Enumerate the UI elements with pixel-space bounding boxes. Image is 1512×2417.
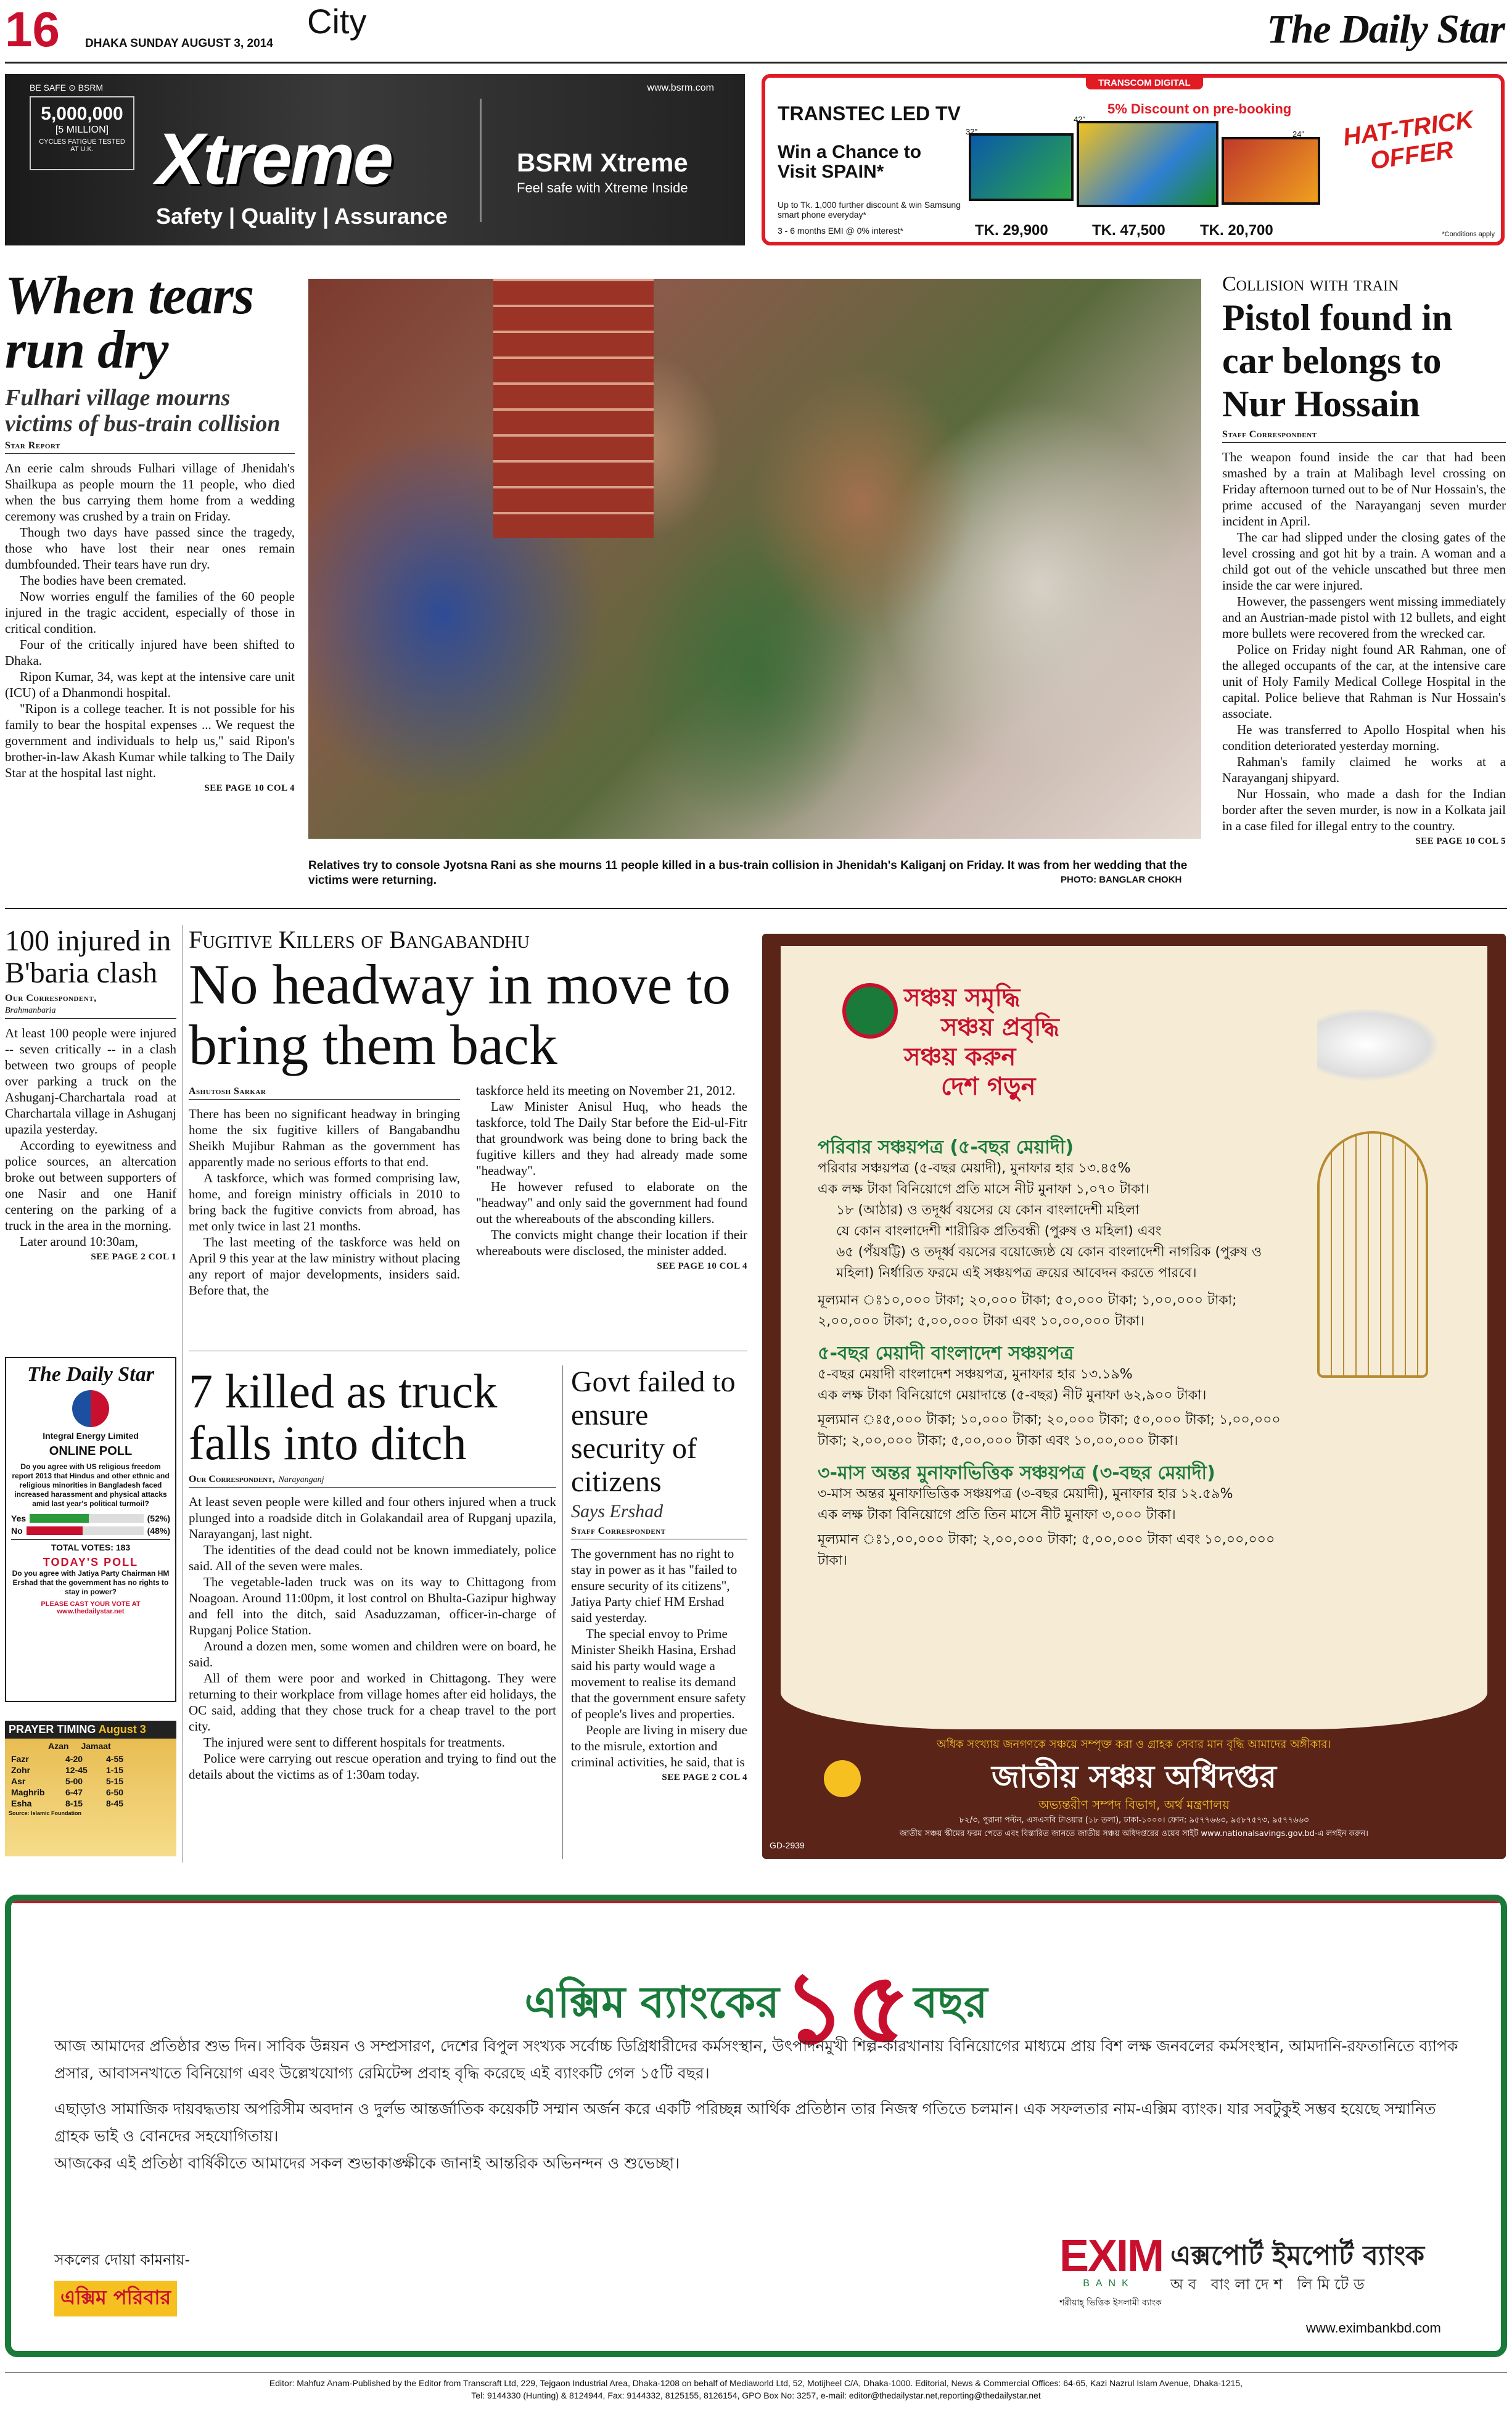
- prayer-jamaat: 8-45: [106, 1798, 124, 1808]
- story1-body: [5, 460, 295, 781]
- poll-masthead: The Daily Star: [27, 1363, 154, 1386]
- scheme-line: এক লক্ষ টাকা বিনিয়োগে প্রতি তিন মাসে নীট মুনাফা ৩,০০০ টাকা।: [818, 1507, 1176, 1523]
- ad-brand-tag: Feel safe with Xtreme Inside: [517, 180, 688, 196]
- ad-xtreme-logo: Xtreme: [156, 118, 392, 200]
- dateline: DHAKA SUNDAY AUGUST 3, 2014: [85, 37, 273, 50]
- section-rule: [5, 908, 1507, 909]
- paragraph: An eerie calm shrouds Fulhari village of Jhenidah's Shailkupa as people mourn the 11 people, who died when the bus carrying them home from a wedding ceremony was crushed by a train on Friday.: [5, 461, 295, 524]
- paragraph: The bodies have been cremated.: [20, 573, 186, 588]
- prayer-title: PRAYER TIMING: [9, 1723, 96, 1736]
- exim-title-a: এক্সিম ব্যাংকের: [524, 1977, 779, 2028]
- ad-offer: Up to Tk. 1,000 further discount & win Samsung smart phone everyday*: [778, 200, 961, 220]
- paragraph: Four of the critically injured have been shifted to Dhaka.: [5, 637, 295, 668]
- story3-byline: Our Correspondent,: [5, 993, 97, 1003]
- poll-no-bar: [27, 1526, 83, 1535]
- prayer-source: Source: Islamic Foundation: [9, 1810, 82, 1816]
- paragraph: The car had slipped under the closing gates of the level crossing and got hit by a train. A woman and a child got out of the vehicle unscathed but three men inside the car were injured.: [1222, 530, 1506, 593]
- exim-bank-name2: অব বাংলাদেশ লিমিটেড: [1170, 2276, 1370, 2293]
- paragraph: "Ripon is a college teacher. It is not possible for his family to bear the hospital expenses ... We request the government and individuals to help us," said Ripon's brother-in-law Akash Kumar while talking to The Daily Star at the hospital last night.: [5, 701, 295, 780]
- tv-24: [1222, 137, 1320, 205]
- scheme-bullet: যে কোন বাংলাদেশী শারীরিক প্রতিবন্ধী (পুরুষ ও মহিলা) এবং: [836, 1224, 1162, 1239]
- page-number: 16: [5, 2, 60, 57]
- paragraph: Police were carrying out rescue operation and trying to find out the details about the victims as of 1:30am today.: [189, 1751, 556, 1782]
- prayer-jamaat: 5-15: [106, 1776, 124, 1786]
- slogan-line: সঞ্চয় প্রবৃদ্ধি: [941, 1013, 1059, 1042]
- poll-yes-pct: (52%): [147, 1513, 170, 1523]
- story3-body: [5, 1025, 176, 1250]
- section-title: City: [307, 2, 367, 41]
- ad-hat-trick: HAT-TRICK OFFER: [1341, 105, 1475, 175]
- news-photo: [308, 279, 1201, 839]
- story3-jump[interactable]: SEE PAGE 2 COL 1: [91, 1252, 176, 1262]
- story2-kicker: Collision with train: [1222, 273, 1399, 295]
- paragraph: There has been no significant headway in bringing home the six fugitive killers of Bangabandhu Sheikh Mujibur Rahman as the government has apparently made no serious efforts to that end.: [189, 1106, 460, 1169]
- exim-title-num: ১৫: [782, 1950, 911, 2065]
- exim-tagline: শরীয়াহ্ ভিত্তিক ইসলামী ব্যাংক: [1059, 2298, 1162, 2308]
- paragraph: At least seven people were killed and four others injured when a truck plunged into a roadside ditch in Golakandail area of Rupganj upazila, Narayanganj, last night.: [189, 1494, 556, 1541]
- ad-transcom: TRANSCOM DIGITAL: [1086, 76, 1203, 89]
- paragraph: The injured were sent to different hospitals for treatments.: [203, 1735, 505, 1750]
- ad-spain-headline: Win a Chance to Visit SPAIN*: [778, 142, 922, 182]
- prayer-col-azan: Azan: [48, 1741, 69, 1751]
- slogan-line: সঞ্চয় সমৃদ্ধি: [904, 984, 1021, 1012]
- ad-emi: 3 - 6 months EMI @ 0% interest*: [778, 226, 904, 236]
- paragraph: He however refused to elaborate on the "headway" and only said the government had found out the whereabouts of the absconding killers.: [476, 1179, 747, 1226]
- tv-size-24: 24": [1292, 130, 1305, 139]
- ad-brand: BSRM Xtreme: [517, 148, 688, 177]
- paragraph: আজকের এই প্রতিষ্ঠা বার্ষিকীতে আমাদের সকল শুভাকাঙ্ক্ষীকে জানাই আন্তরিক অভিনন্দন ও শুভেচ্ছা।: [54, 2154, 680, 2172]
- exim-sign-b: এক্সিম পরিবার: [54, 2281, 177, 2316]
- ad-savings-website[interactable]: জাতীয় সঞ্চয় স্কীমের ফরম পেতে এবং বিস্তারিত জানতে জাতীয় সঞ্চয় অধিদপ্তরের ওয়েব সাইট www.nationalsavings.gov.bd-এ লগইন করুন।: [900, 1829, 1368, 1838]
- story4-headline: No headway in move to bring them back: [189, 953, 731, 1076]
- paragraph: A taskforce, which was formed comprising law, home, and foreign ministry officials in 2010 to bring back the fugitive convicts from abroad, has met only twice in last 21 months.: [189, 1171, 460, 1233]
- exim-url[interactable]: www.eximbankbd.com: [1306, 2320, 1441, 2336]
- price-42: TK. 47,500: [1092, 222, 1165, 239]
- exim-bank-name: এক্সপোর্ট ইমপোর্ট ব্যাংক: [1170, 2240, 1425, 2271]
- paragraph: taskforce held its meeting on November 21, 2012.: [476, 1083, 736, 1098]
- prayer-azan: 12-45: [65, 1765, 88, 1775]
- poll-today-title: TODAY'S POLL: [43, 1556, 139, 1568]
- story4-jump[interactable]: SEE PAGE 10 COL 4: [657, 1261, 747, 1271]
- story-ershad: [571, 1365, 747, 1783]
- sponsor-logo-icon: [72, 1390, 109, 1427]
- story1-headline: When tears run dry: [5, 266, 254, 380]
- imprint: [5, 2377, 1507, 2402]
- story-when-tears: [5, 266, 295, 794]
- slogan-line: দেশ গড়ুন: [941, 1073, 1036, 1101]
- exim-logo-sub: BANK: [1083, 2278, 1135, 2289]
- poll-question: Do you agree with US religious freedom report 2013 that Hindus and other ethnic and religious minorities in Bangladesh faced increased harassment and physical attacks amid last year's political turmoil?: [12, 1462, 170, 1508]
- ad-discount: 5% Discount on pre-booking: [1107, 101, 1292, 117]
- ad-stat-sub: [5 MILLION]: [55, 125, 109, 135]
- story5-headline: 7 killed as truck falls into ditch: [189, 1364, 498, 1470]
- prayer-azan: 5-00: [65, 1776, 83, 1786]
- scheme-bullet: ১৮ (আঠার) ও তদূর্ধ্ব বয়সের যে কোন বাংলাদেশী মহিলা: [836, 1203, 1140, 1218]
- story4-kicker: Fugitive Killers of Bangabandhu: [189, 926, 530, 953]
- poll-yes-bar: [30, 1514, 89, 1523]
- imprint-line: Tel: 9144330 (Hunting) & 8124944, Fax: 9144332, 8125155, 8126154, GPO Box No: 3257, e-mail: editor@thedailystar.net,reporting@thedailystar.net: [471, 2390, 1041, 2400]
- imprint-line: Editor: Mahfuz Anam-Published by the Editor from Transcraft Ltd, 229, Tejgaon Industrial Area, Dhaka-1208 on behalf of Mediaworld Ltd, 52, Motijheel C/A, Dhaka-1000. Editorial, News & Commercial Offices: 64-65, Kazi Nazrul Islam Avenue, Dhaka-1215,: [269, 2378, 1243, 2388]
- prayer-name: Fazr: [11, 1754, 29, 1764]
- paragraph: Though two days have passed since the tragedy, those who have lost their near ones remain dumbfounded. Their tears have run dry.: [5, 525, 295, 572]
- ad-url: www.bsrm.com: [647, 83, 714, 93]
- prayer-azan: 8-15: [65, 1798, 83, 1808]
- paragraph: Rahman's family claimed he works at a Narayanganj shipyard.: [1222, 754, 1506, 785]
- paragraph: The weapon found inside the car that had been smashed by a train at Malibagh level crossing on Friday afternoon turned out to be of Nur Hossain's, the prime accused of the Narayanganj seven murder incident in April.: [1222, 450, 1506, 529]
- story-bbaria: [5, 925, 176, 1262]
- story6-byline: Staff Correspondent: [571, 1526, 747, 1539]
- poll-no-pct: (48%): [147, 1526, 170, 1536]
- scheme-title: ৫-বছর মেয়াদী বাংলাদেশ সঞ্চয়পত্র: [818, 1343, 1074, 1364]
- story2-headline: Pistol found in car belongs to Nur Hossain: [1222, 297, 1453, 424]
- poll-title: ONLINE POLL: [49, 1444, 133, 1458]
- ad-stat: 5,000,000: [41, 104, 123, 124]
- story6-headline: Govt failed to ensure security of citizens: [571, 1365, 736, 1498]
- ad-bsrm-xtreme[interactable]: [5, 74, 745, 245]
- story3-dateline: Brahmanbaria: [5, 1006, 176, 1019]
- photo-caption: Relatives try to console Jyotsna Rani as she mourns 11 people killed in a bus-train collision in Jhenidah's Kaliganj on Friday. It was from her wedding that the victims were returning.: [308, 859, 1188, 887]
- poll-no-row: [11, 1526, 170, 1536]
- price-32: TK. 29,900: [975, 222, 1048, 239]
- story5-dateline: Narayanganj: [278, 1475, 324, 1484]
- poll-total: TOTAL VOTES: 183: [11, 1539, 170, 1552]
- poll-today-question: Do you agree with Jatiya Party Chairman HM Ershad that the government has no rights to stay in power?: [12, 1569, 170, 1596]
- prayer-row: [5, 1776, 176, 1787]
- prayer-name: Maghrib: [11, 1787, 45, 1797]
- scheme-line: পরিবার সঞ্চয়পত্র (৫-বছর মেয়াদী), মুনাফার হার ১৩.৪৫%: [818, 1161, 1131, 1176]
- masthead-rule: [5, 62, 1507, 64]
- poll-yes-label: Yes: [11, 1513, 27, 1523]
- paragraph: আজ আমাদের প্রতিষ্ঠার শুভ দিন। সাবিক উন্নয়ন ও সম্প্রসারণ, দেশের বিপুল সংখ্যক সর্বোচ্চ ডিগ্রিধারীদের কর্মসংস্থান, উৎপাদনমুখী শিল্প-কারখানায় বিনিয়োগের মাধ্যমে প্রায় বিশ লক্ষ জনবলের কর্মসংস্থান, আমদানি-রফতানিতে ব্যাপক প্রসার, আবাসনখাতে বিনিয়োগ এবং উল্লেখযোগ্য রেমিটেন্স প্রবাহ বৃদ্ধি করেছে এই ব্যাংকটি গেল ১৫টি বছর।: [54, 2037, 1458, 2082]
- brick-wall: [493, 279, 654, 538]
- ad-savings-promise: অধিক সংখ্যায় জনগণকে সঞ্চয়ে সম্পৃক্ত করা ও গ্রাহক সেবার মান বৃদ্ধি আমাদের অঙ্গীকার।: [937, 1738, 1331, 1751]
- paragraph: People are living in misery due to the misrule, extortion and criminal activities, he said, that is: [571, 1723, 747, 1769]
- prayer-azan: 6-47: [65, 1787, 83, 1797]
- dove-icon: [1317, 1008, 1440, 1082]
- story6-jump[interactable]: SEE PAGE 2 COL 4: [662, 1773, 747, 1782]
- prayer-col-jamaat: Jamaat: [81, 1741, 111, 1751]
- prayer-row: [5, 1753, 176, 1764]
- exim-title-b: বছর: [913, 1977, 988, 2028]
- govt-seal-icon: [842, 983, 898, 1039]
- poll-sponsor: Integral Energy Limited: [43, 1431, 139, 1441]
- cage-icon: [1317, 1131, 1428, 1378]
- scheme-title: ৩-মাস অন্তর মুনাফাভিত্তিক সঞ্চয়পত্র (৩-বছর মেয়াদী): [818, 1462, 1215, 1484]
- prayer-name: Esha: [11, 1798, 32, 1808]
- ad-transtec[interactable]: [762, 74, 1505, 245]
- ad-savings-slogan: [904, 983, 1059, 1101]
- paragraph: The identities of the dead could not be known immediately, police said. All of the seven were males.: [189, 1542, 556, 1573]
- story-no-headway: [189, 925, 747, 1298]
- paragraph: Nur Hossain, who made a dash for the Indian border after the seven murder, is now in a Kolkata jail in a case filed for illegal entry to the country.: [1222, 786, 1506, 833]
- ad-conditions: *Conditions apply: [1442, 231, 1495, 238]
- prayer-timing: [5, 1721, 176, 1856]
- story5-body: [189, 1494, 556, 1782]
- paragraph: The government has no right to stay in power as it has "failed to ensure security of its citizens", Jatiya Party chief HM Ershad said yesterday.: [571, 1546, 738, 1625]
- story2-byline: Staff Correspondent: [1222, 429, 1506, 443]
- story-pistol: [1222, 273, 1506, 847]
- ad-stat-note: CYCLES FATIGUE TESTED AT U.K.: [39, 138, 125, 153]
- ad-transtec-brand: TRANSTEC LED TV: [778, 102, 961, 125]
- ad-savings-ministry: অভ্যন্তরীণ সম্পদ বিভাগ, অর্থ মন্ত্রণালয়: [1038, 1797, 1230, 1812]
- paragraph: Police on Friday night found AR Rahman, one of the alleged occupants of the car, at the intensive care unit of Holy Family Medical College Hospital in the capital. Police believe that Rahman is Nur Hossain's associate.: [1222, 642, 1506, 721]
- prayer-table: [5, 1753, 176, 1809]
- online-poll[interactable]: [5, 1357, 176, 1702]
- masthead-logo: The Daily Star: [1267, 7, 1505, 52]
- story2-body: [1222, 449, 1506, 834]
- story1-jump[interactable]: SEE PAGE 10 COL 4: [204, 783, 295, 793]
- exim-logo: [1059, 2231, 1164, 2289]
- exim-logo-text: EXIM: [1059, 2231, 1164, 2281]
- scheme-bullet: ৬৫ (পঁয়ষট্টি) ও তদূর্ধ্ব বয়সের বয়োজ্যেষ্ঠ যে কোন বাংলাদেশী নাগরিক (পুরুষ ও মহিলা) নির্ধারিত ফরমে এই সঞ্চয়পত্র ক্রয়ের আবেদন করতে পারবে।: [836, 1245, 1262, 1281]
- prayer-row: [5, 1787, 176, 1798]
- story6-deck: Says Ershad: [571, 1501, 664, 1521]
- ad-exim-bank[interactable]: [5, 1895, 1507, 2357]
- paragraph: The vegetable-laden truck was on its way to Chittagong from Noagoan. Around 11:00pm, it lost control on Bhulta-Gazipur highway and fell into the ditch, said Asaduzzaman, officer-in-charge of Rupganj Police Station.: [189, 1575, 556, 1637]
- scheme-denomination: মূল্যমান ঃ১,০০,০০০ টাকা; ২,০০,০০০ টাকা; ৫,০০,০০০ টাকা এবং ১০,০০,০০০ টাকা।: [818, 1532, 1275, 1568]
- story-truck: [189, 1365, 556, 1782]
- poll-yes-row: [11, 1513, 170, 1523]
- prayer-jamaat: 6-50: [106, 1787, 124, 1797]
- ad-small-brand: BE SAFE ⊙ BSRM: [30, 83, 104, 93]
- paragraph: At least 100 people were injured -- seven critically -- in a clash between two groups of people over parking a truck on the Ashuganj-Charchartala road at Charchartala village in Ashuganj upazila yesterday.: [5, 1026, 176, 1137]
- story5-byline: Our Correspondent,: [189, 1474, 275, 1484]
- slogan-line: সঞ্চয় করুন: [904, 1043, 1016, 1071]
- paragraph: All of them were poor and worked in Chittagong. They were returning to their workplace from village homes after eid holidays, the OC said, adding that they chose truck for a cheap travel to the port city.: [189, 1671, 556, 1734]
- scheme-denomination: মূল্যমান ঃ৫,০০০ টাকা; ১০,০০০ টাকা; ২০,০০০ টাকা; ৫০,০০০ টাকা; ১,০০,০০০ টাকা; ২,০০,০০০ টাকা; ৫,০০,০০০ টাকা এবং ১০,০০,০০০ টাকা।: [818, 1412, 1281, 1449]
- exim-sign-a: সকলের দোয়া কামনায়-: [54, 2251, 191, 2268]
- prayer-jamaat: 1-15: [106, 1765, 124, 1775]
- scheme-line: এক লক্ষ টাকা বিনিয়োগে প্রতি মাসে নীট মুনাফা ১,০৭০ টাকা।: [818, 1182, 1149, 1197]
- scheme-line: ৩-মাস অন্তর মুনাফাভিত্তিক সঞ্চয়পত্র (৩-বছর মেয়াদী), মুনাফার হার ১২.৫৯%: [818, 1486, 1233, 1502]
- paragraph: Around a dozen men, some women and children were on board, he said.: [189, 1639, 556, 1670]
- story4-byline: Ashutosh Sarkar: [189, 1086, 460, 1100]
- exim-body: [54, 2033, 1466, 2177]
- prayer-name: Asr: [11, 1776, 26, 1786]
- scheme-denomination: মূল্যমান ঃ১০,০০০ টাকা; ২০,০০০ টাকা; ৫০,০০০ টাকা; ১,০০,০০০ টাকা; ২,০০,০০০ টাকা; ৫,০০,০০০ টাকা এবং ১০,০০,০০০ টাকা।: [818, 1293, 1237, 1329]
- story4-col1: [189, 1106, 460, 1298]
- ad-national-savings[interactable]: [762, 934, 1506, 1859]
- paragraph: The convicts might change their location if their whereabouts were disclosed, the minister added.: [476, 1227, 747, 1258]
- ad-savings-org: জাতীয় সঞ্চয় অধিদপ্তর: [992, 1759, 1276, 1795]
- paragraph: According to eyewitness and police sources, an altercation broke out between supporters of one Nasir and one Hanif centering on the parking of a truck in the area in the morning.: [5, 1138, 176, 1233]
- prayer-row: [5, 1798, 176, 1809]
- poll-no-label: No: [11, 1526, 23, 1536]
- paragraph: Ripon Kumar, 34, was kept at the intensive care unit (ICU) of a Dhanmondi hospital.: [5, 669, 295, 700]
- prayer-name: Zohr: [11, 1765, 31, 1775]
- ad-tagline: Safety | Quality | Assurance: [156, 204, 448, 229]
- tv-size-42: 42": [1074, 115, 1086, 124]
- ad-savings-body: [818, 1137, 1299, 1571]
- paragraph: He was transferred to Apollo Hospital when his condition deteriorated yesterday morning.: [1222, 722, 1506, 753]
- prayer-azan: 4-20: [65, 1754, 83, 1764]
- scheme-line: ৫-বছর মেয়াদী বাংলাদেশ সঞ্চয়পত্র, মুনাফার হার ১৩.১৯%: [818, 1367, 1133, 1382]
- paragraph: Later around 10:30am,: [20, 1234, 138, 1249]
- story4-col2: [476, 1082, 747, 1259]
- price-24: TK. 20,700: [1200, 222, 1273, 239]
- story1-byline: Star Report: [5, 440, 295, 454]
- story6-body: [571, 1546, 747, 1770]
- scheme-line: এক লক্ষ টাকা বিনিয়োগে মেয়াদান্তে (৫-বছর) নীট মুনাফা ৬২,৯০০ টাকা।: [818, 1388, 1207, 1403]
- photo-credit: PHOTO: BANGLAR CHOKH: [1061, 875, 1182, 885]
- paragraph: এছাড়াও সামাজিক দায়বদ্ধতায় অপরিসীম অবদান ও দুর্লভ আন্তর্জাতিক কয়েকটি সম্মান অর্জন করে একটি পরিচ্ছন্ন আর্থিক প্রতিষ্ঠান তার নিজস্ব গতিতে চলমান। এক সফলতার নাম-এক্সিম ব্যাংক। যার সবটুকুই সম্ভব হয়েছে সম্মানিত গ্রাহক ভাই ও বোনদের সহযোগিতায়।: [54, 2100, 1436, 2145]
- story3-headline: 100 injured in B'baria clash: [5, 924, 171, 989]
- poll-cast-link[interactable]: PLEASE CAST YOUR VOTE AT www.thedailystar.net: [41, 1600, 141, 1615]
- paragraph: The special envoy to Prime Minister Sheikh Hasina, Ershad said his party would wage a movement to realise its demand that the government ensure safety of people's lives and properties.: [571, 1626, 746, 1721]
- tv-42: [1077, 121, 1218, 207]
- ad-savings-address: ৮২/৩, পুরানা পল্টন, এসএসবি টাওয়ার (১৮ তলা), ঢাকা-১০০০। ফোন: ৯৫৭৭৬৬৩, ৯৫৮৭৫৭৩, ৯৫৭৭৬৬৩: [959, 1816, 1309, 1825]
- prayer-jamaat: 4-55: [106, 1754, 124, 1764]
- prayer-row: [5, 1764, 176, 1776]
- prayer-date: August 3: [98, 1723, 146, 1736]
- story2-jump[interactable]: SEE PAGE 10 COL 5: [1415, 836, 1506, 846]
- paragraph: However, the passengers went missing immediately and an Austrian-made pistol with 12 bullets, and eight more bullets were recovered from the wrecked car.: [1222, 594, 1506, 641]
- tv-32: [969, 133, 1074, 201]
- scheme-title: পরিবার সঞ্চয়পত্র (৫-বছর মেয়াদী): [818, 1137, 1074, 1158]
- paragraph: Now worries engulf the families of the 60 people injured in the tragic accident, especially of those in critical condition.: [5, 589, 295, 636]
- ad-savings-code: GD-2939: [770, 1840, 805, 1850]
- paragraph: Law Minister Anisul Huq, who heads the taskforce, told The Daily Star before the Eid-ul-Fitr that groundwork was being done to bring back the fugitive killers and they had already made some "headway".: [476, 1099, 747, 1178]
- tv-size-32: 32": [966, 127, 978, 136]
- paragraph: The last meeting of the taskforce was held on April 9 this year at the law ministry without placing any report of major developments, insiders said. Before that, the: [189, 1235, 460, 1298]
- story1-deck: Fulhari village mourns victims of bus-train collision: [5, 385, 281, 437]
